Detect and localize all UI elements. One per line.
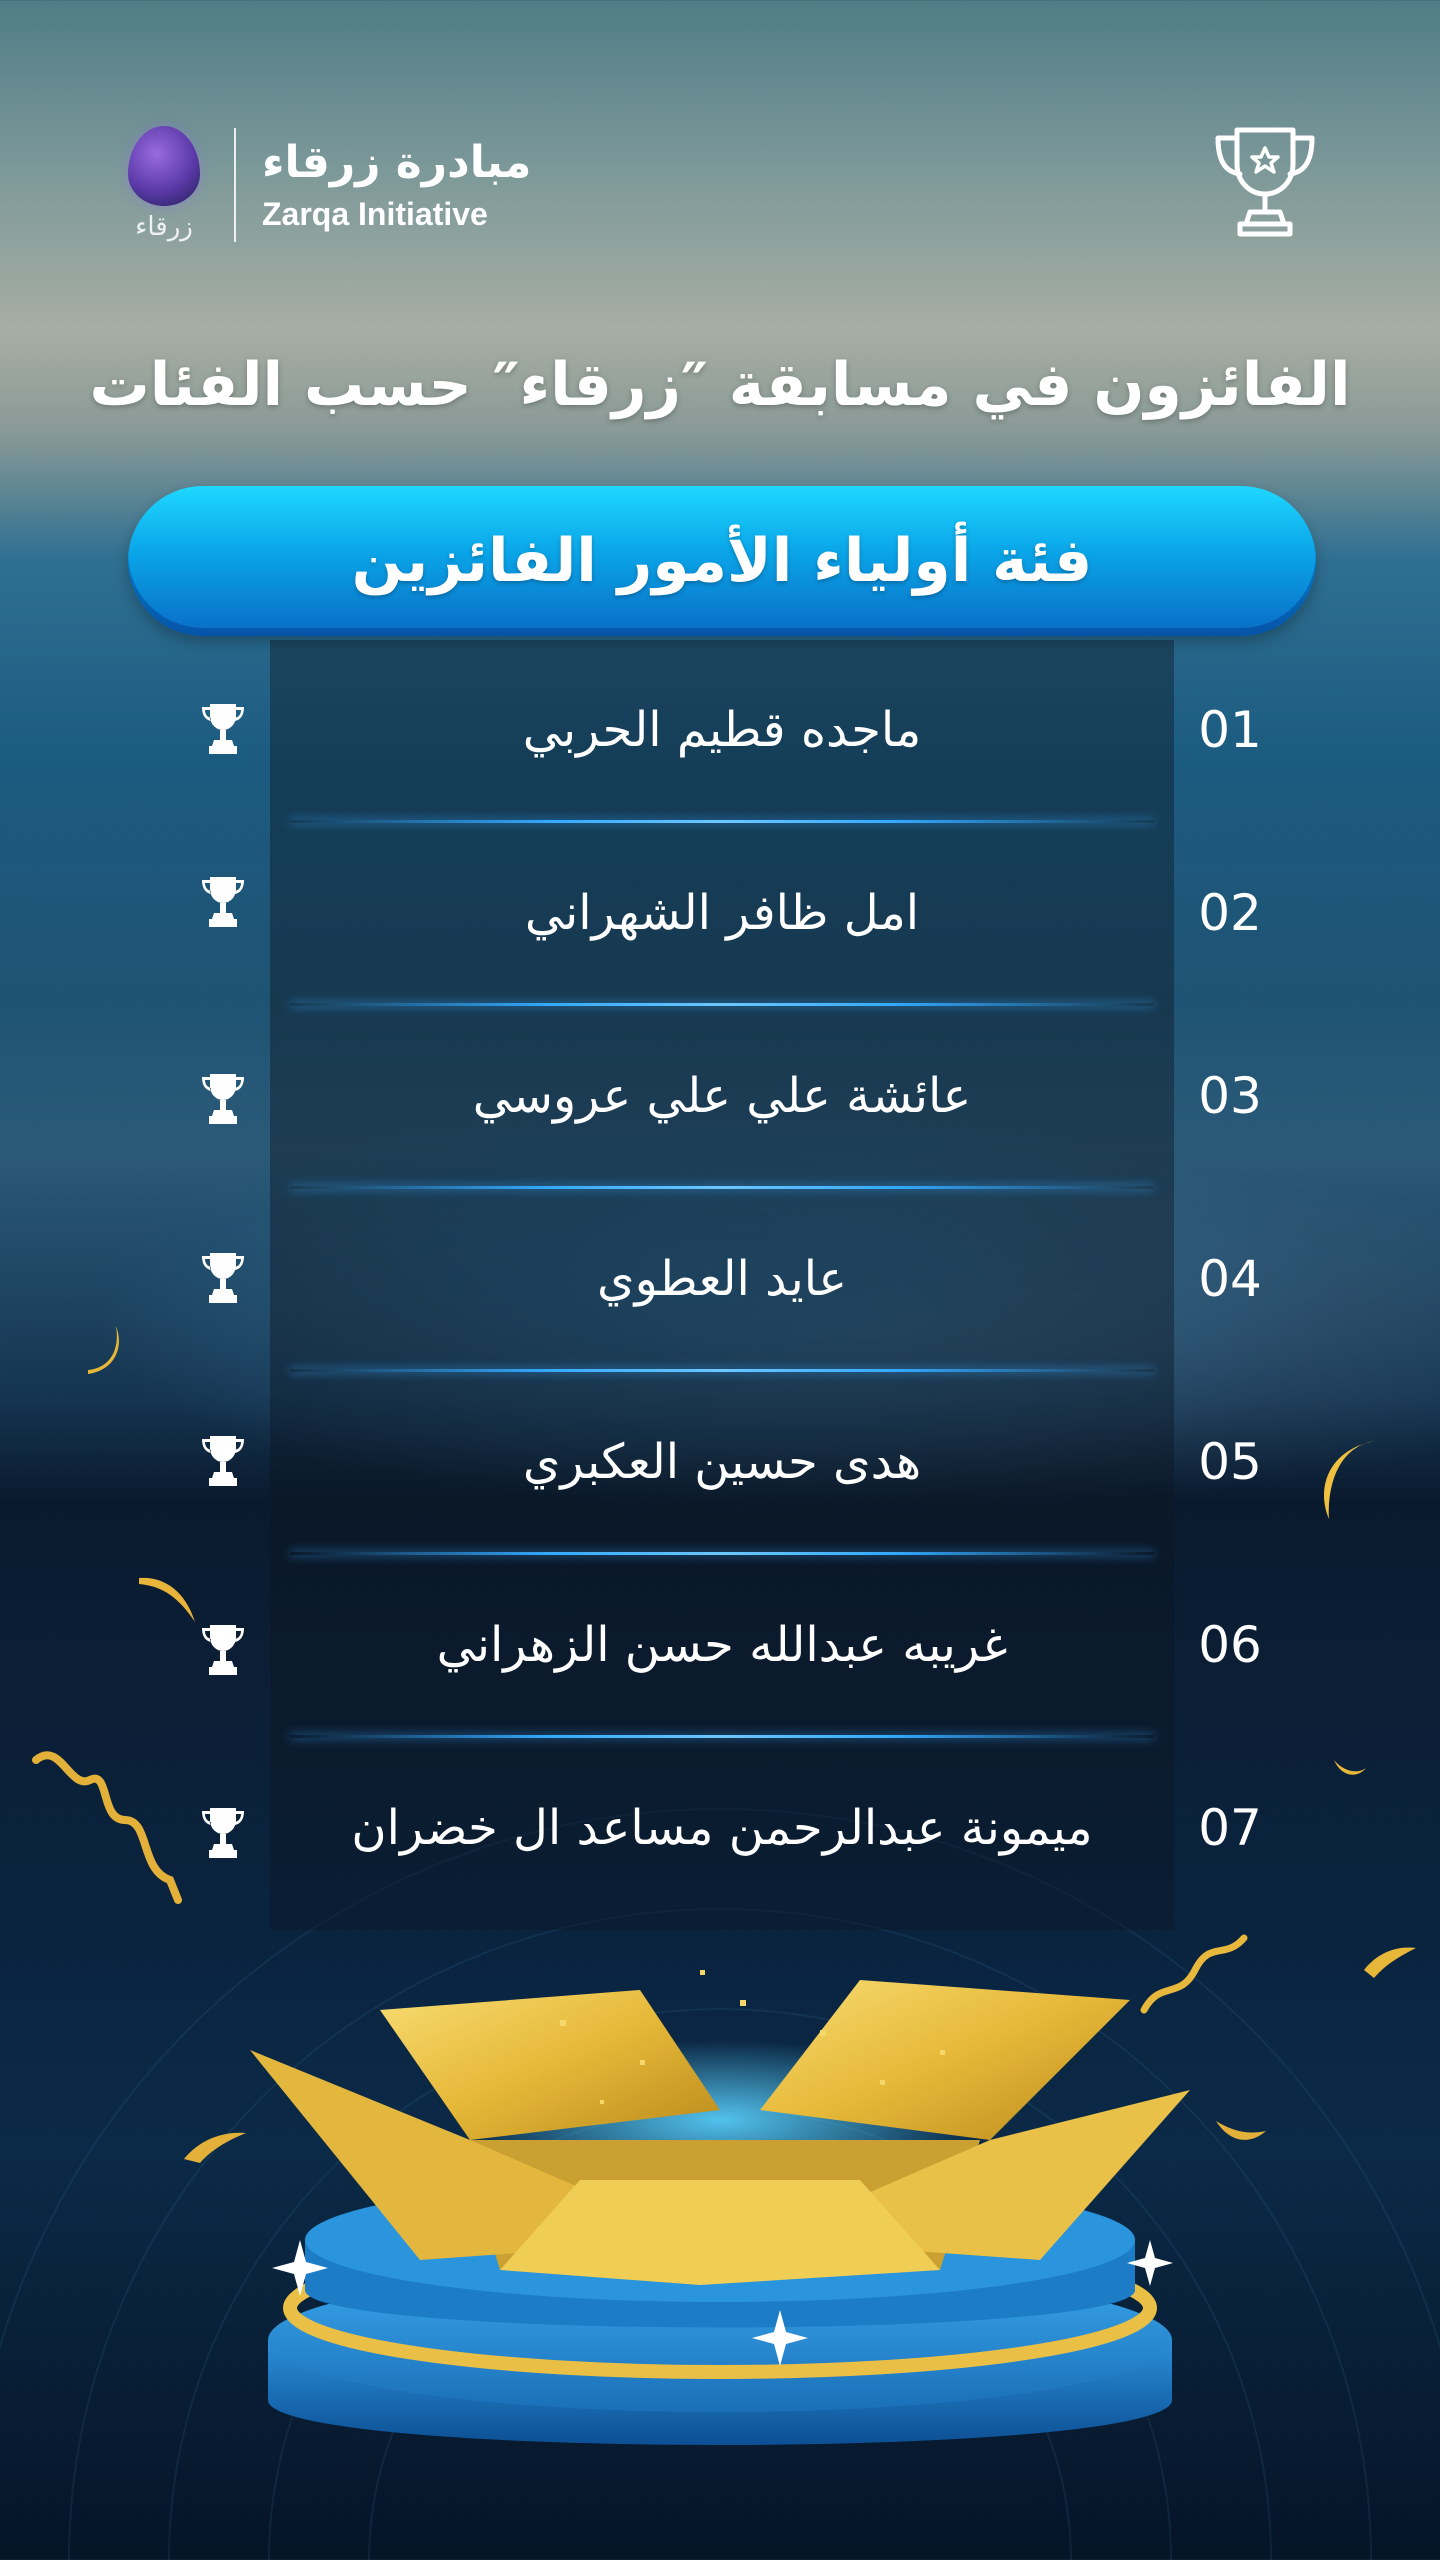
category-title: فئة أولياء الأمور الفائزين: [351, 526, 1093, 596]
winner-rank: 07: [1198, 1799, 1262, 1857]
winner-name: عائشة علي علي عروسي: [472, 1068, 972, 1124]
winner-name: غريبه عبدالله حسن الزهراني: [436, 1617, 1008, 1673]
trophy-icon: [200, 1623, 246, 1677]
trophy-icon: [200, 1251, 246, 1305]
winner-name: هدى حسين العكبري: [522, 1434, 922, 1490]
winner-rank: 03: [1198, 1067, 1262, 1125]
trophy-icon: [1210, 124, 1320, 240]
gold-confetti: [1305, 1435, 1385, 1525]
winner-row: [0, 1006, 1440, 1189]
gold-confetti: [135, 1570, 205, 1630]
trophy-icon: [200, 1434, 246, 1488]
logo-divider: [234, 128, 236, 242]
winner-rank: 06: [1198, 1616, 1262, 1674]
zarqa-logo: [120, 120, 531, 250]
winner-row: [0, 823, 1440, 1006]
winner-rank: 04: [1198, 1250, 1262, 1308]
trophy-icon: [200, 1806, 246, 1860]
category-banner: [128, 486, 1316, 636]
winner-rank: 01: [1198, 701, 1262, 759]
logo-name-english: Zarqa Initiative: [262, 196, 488, 232]
gold-ribbon: [30, 1740, 190, 1910]
gold-confetti: [1330, 1752, 1370, 1782]
winner-rank: 02: [1198, 884, 1262, 942]
logo-name-arabic: مبادرة زرقاء: [262, 137, 532, 188]
gift-podium-illustration: [0, 1940, 1440, 2460]
page-title: الفائزون في مسابقة ″زرقاء″ حسب الفئات: [89, 350, 1351, 420]
winner-name: عايد العطوي: [597, 1251, 847, 1307]
water-drop-logo-icon: [120, 120, 208, 250]
trophy-icon: [200, 875, 246, 929]
winner-name: ماجده قطيم الحربي: [522, 702, 922, 758]
winner-rank: 05: [1198, 1433, 1262, 1491]
winner-row: [0, 640, 1440, 823]
winner-row: [0, 1555, 1440, 1738]
winner-row: [0, 1738, 1440, 1921]
trophy-icon: [200, 702, 246, 756]
winner-name: امل ظافر الشهراني: [524, 885, 920, 941]
winner-row: [0, 1189, 1440, 1372]
winner-row: [0, 1372, 1440, 1555]
winner-name: ميمونة عبدالرحمن مساعد ال خضران: [351, 1800, 1093, 1856]
trophy-icon: [200, 1072, 246, 1126]
logo-mark-text: زرقاء: [135, 212, 193, 242]
gold-confetti: [80, 1320, 140, 1380]
